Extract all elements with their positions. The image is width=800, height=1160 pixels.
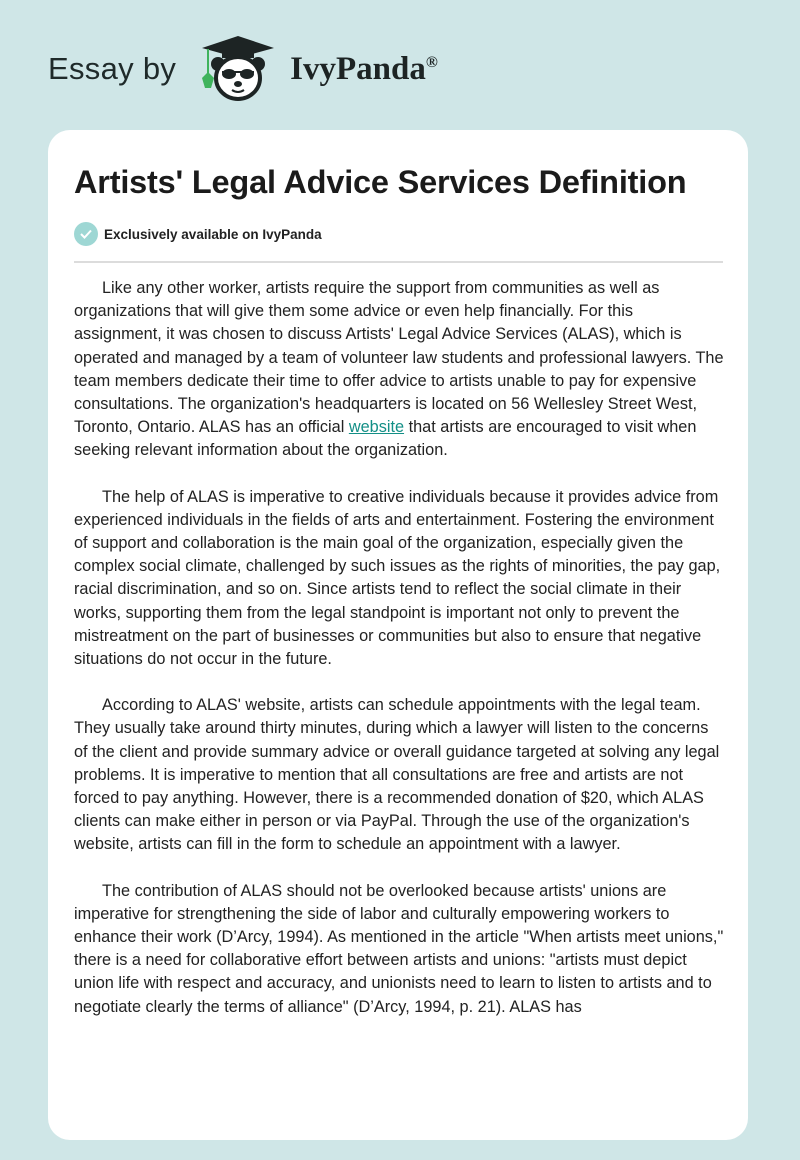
essay-card	[48, 130, 748, 1140]
registered-mark: ®	[425, 53, 438, 71]
exclusive-badge	[74, 222, 322, 246]
divider	[74, 261, 723, 263]
paragraph-text: that artists are encouraged to visit when seeking relevant information about the organization.	[74, 418, 697, 460]
paragraph: The help of ALAS is imperative to creative individuals because it provides advice from experienced individuals in the fields of arts and entertainment. Fostering the environment of support and collaboration is the main goal of the organization, especially given the complex social climate, challenged by such issues as the rights of minorities, the pay gap, racial discrimination, and so on. Since artists tend to reflect the social climate in their works, supporting them from the legal standpoint is important not only to prevent the mistreatment on the part of businesses or communities but also to ensure that negative situations do not occur in the future.	[74, 487, 721, 669]
brand-text: IvyPanda	[290, 50, 426, 87]
page-title: Artists' Legal Advice Services Definition	[74, 164, 687, 200]
site-header	[48, 34, 438, 104]
paragraph-text: Like any other worker, artists require the support from communities as well as organizations that will give them some advice or even help financially. For this assignment, it was chosen to discuss Artists' Legal Advice Services (ALAS), which is operated and managed by a team of volunteer law students and professional lawyers. The team members dedicate their time to offer advice to artists unable to pay for expensive consultations. The organization's headquarters is located on 56 Wellesley Street West, Toronto, Ontario. ALAS has an official	[74, 279, 724, 437]
paragraph: According to ALAS' website, artists can schedule appointments with the legal team. They usually take around thirty minutes, during which a lawyer will listen to the concerns of the client and provide summary advice or overall guidance targeted at solving any legal problems. It is imperative to mention that all consultations are free and artists are not forced to pay anything. However, there is a recommended donation of $20, which ALAS clients can make either in person or via PayPal. Through the use of the organization's website, artists can fill in the form to schedule an appointment with a lawyer.	[74, 696, 720, 854]
ivypanda-logo-icon[interactable]	[192, 34, 284, 104]
essay-body	[74, 277, 724, 1042]
badge-text: Exclusively available on IvyPanda	[104, 226, 322, 242]
website-link[interactable]: website	[348, 418, 405, 437]
paragraph: The contribution of ALAS should not be overlooked because artists' unions are imperative for strengthening the side of labor and culturally empowering workers to enhance their work (D’Arcy, 1994). As mentioned in the article "When artists meet unions," there is a need for collaborative effort between artists and unions: "artists must depict union life with respect and accuracy, and unionists need to learn to listen to artists and to negotiate clearly the terms of alliance" (D’Arcy, 1994, p. 21). ALAS has	[74, 881, 724, 1016]
brand-name[interactable]	[290, 51, 438, 88]
essay-by-label: Essay by	[48, 51, 177, 86]
paragraph	[74, 277, 724, 463]
check-icon	[74, 222, 98, 246]
